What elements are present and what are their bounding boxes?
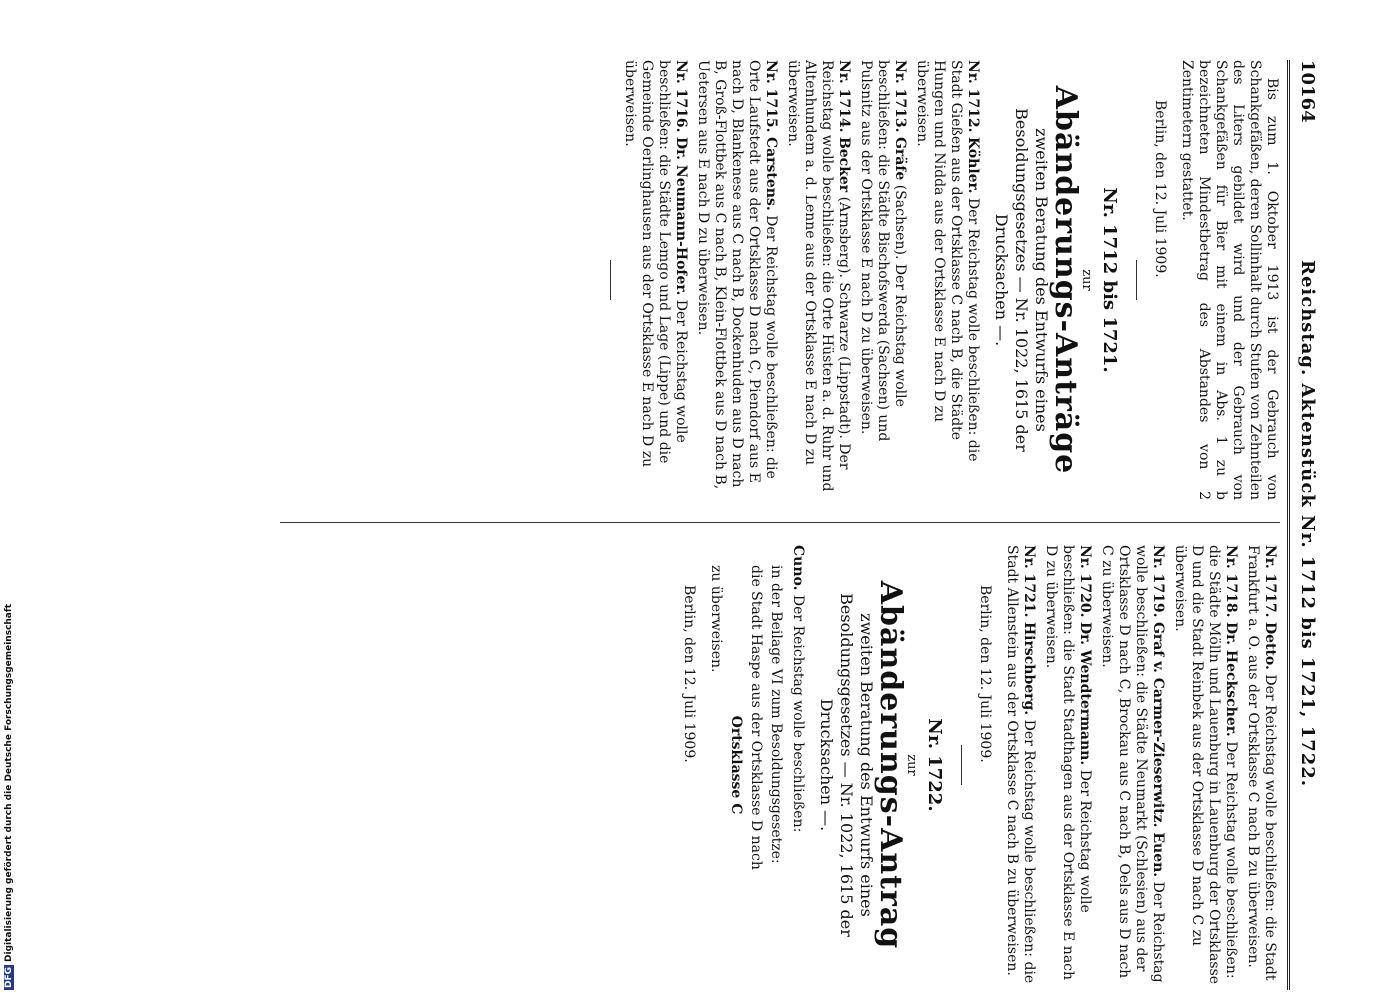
- entry-name: Köhler.: [965, 136, 981, 194]
- date-line-1: Berlin, den 12. Juli 1909.: [1152, 100, 1168, 278]
- entry-number: Nr. 1712.: [965, 60, 981, 133]
- entry-1722: [789, 545, 806, 985]
- page-header: [1290, 60, 1320, 990]
- entry-text: Der Reichstag wolle beschließen: die Orte Laufstedt aus der Ortsklasse D nach C, Piendorf aus E nach D, Blankenese aus C nach B, Dockenhuden aus D nach B, Groß-Flottbek aus C nach B, Klein-Flottbek aus D nach B, Uetersen aus E nach D zu überweisen.: [695, 60, 779, 490]
- digitization-footer: [4, 0, 18, 990]
- entry-name: Graf v. Carmer-Zieserwitz. Euen.: [1150, 621, 1166, 878]
- entry-1714: [784, 60, 852, 500]
- entry-name: Dr. Wendtermann.: [1077, 621, 1093, 766]
- section-subtitle: zweiten Beratung des Entwurfs eines Besoldungsgesetzes — Nr. 1022, 1615 der Drucksachen —.: [817, 593, 876, 937]
- entry-number: Nr. 1716.: [673, 60, 689, 133]
- entry-name: Cuno.: [790, 545, 806, 591]
- entry-text: Der Reichstag wolle beschließen: die Stadt Frankfurt a. O. aus der Ortsklasse C nach B zu überweisen.: [1245, 545, 1278, 981]
- entry-number: Nr. 1719.: [1150, 545, 1166, 618]
- intro-paragraph: Bis zum 1. Oktober 1913 ist der Gebrauch von Schankgefäßen, deren Sollinhalt durch Stufen von Zehnteilen des Liters gebildet wird und der Gebrauch von Schankgefäßen für Bier mit einem in Abs. 1 zu b bezeichneten Mindestbetrag des Abstandes von 2 Zentimetern gestattet.: [1179, 60, 1280, 500]
- entry-text: Der Reichstag wolle beschließen: die Städte Mölln und Lauenburg in Lauenburg der Ortsklasse D und die Stadt Reinbek aus der Ortsklasse D nach C zu überweisen.: [1172, 545, 1239, 985]
- entry-text: Der Reichstag wolle beschließen:: [790, 594, 806, 833]
- heading-zur: zur: [904, 754, 919, 776]
- rotated-document-page: [320, 60, 1320, 990]
- entry-text: Der Reichstag wolle beschließen: die Städte Neumarkt (Schlesien) aus der Ortsklasse D nach C, Brockau aus C nach B, Oels aus D nach C zu überweisen.: [1099, 545, 1166, 983]
- section-number-heading: Nr. 1722.: [924, 718, 945, 812]
- section-title: Abänderungs-Anträge: [1048, 85, 1083, 475]
- date-line-3: Berlin, den 12. Juli 1909.: [681, 585, 697, 763]
- entry-1716: [621, 60, 689, 500]
- section-title: Abänderungs-Antrag: [873, 580, 908, 950]
- entry-text-line: Ortsklasse C: [728, 715, 744, 815]
- entry-number: Nr. 1721.: [1021, 545, 1037, 618]
- entry-text: (Arnsberg). Schwarze (Lippstadt). Der Reichstag wolle beschließen: die Orte Hüsten a. d. Ruhr und Altenhundem a. d. Lenne aus der Ortsklasse E nach D zu überweisen.: [785, 60, 852, 492]
- section-number-heading: Nr. 1712 bis 1721.: [1099, 187, 1120, 373]
- entry-1713: [857, 60, 908, 500]
- entry-text-line: die Stadt Haspe aus der Ortsklasse D nach: [748, 565, 764, 870]
- right-column: [666, 545, 1280, 985]
- entry-text: Der Reichstag wolle beschließen: die Stadt Gießen aus der Ortsklasse C nach B, die Städte Hungen und Nidda aus der Ortsklasse E nach D zu überweisen.: [914, 60, 981, 462]
- short-divider: [961, 745, 962, 785]
- entry-name: Dr. Heckscher.: [1223, 621, 1239, 737]
- dfg-logo: DFG: [4, 966, 14, 988]
- entry-1721: [1003, 545, 1037, 985]
- date-line-2: Berlin, den 12. Juli 1909.: [977, 585, 993, 763]
- entry-name: Dr. Neumann-Hofer.: [673, 136, 689, 296]
- entry-1718: [1171, 545, 1239, 985]
- entry-number: Nr. 1718.: [1223, 545, 1239, 618]
- heading-zur: zur: [1079, 269, 1094, 291]
- entry-text: Der Reichstag wolle beschließen: die Stadt Allenstein aus der Ortsklasse C nach B zu überweisen.: [1004, 545, 1037, 984]
- entry-1712: [913, 60, 981, 500]
- entry-1720: [1042, 545, 1093, 985]
- entry-number: Nr. 1715.: [763, 60, 779, 133]
- page-number: 10164: [1297, 60, 1318, 123]
- entry-name: Detto.: [1262, 621, 1278, 670]
- entry-text-line: in der Beilage VI zum Besoldungsgesetze:: [768, 565, 784, 864]
- entry-text: (Sachsen). Der Reichstag wolle beschließen: die Städte Bischofswerda (Sachsen) und Pulsnitz aus der Ortsklasse E nach D zu überweisen.: [858, 60, 908, 442]
- section-subtitle: zweiten Beratung des Entwurfs eines Besoldungsgesetzes — Nr. 1022, 1615 der Drucksachen —.: [992, 108, 1051, 452]
- entry-name: Becker: [836, 136, 852, 193]
- page-running-title: Reichstag. Aktenstück Nr. 1712 bis 1721, 1722.: [1297, 260, 1318, 788]
- entry-name: Hirschberg.: [1021, 621, 1037, 716]
- entry-text: Der Reichstag wolle beschließen: die Städte Lemgo und Lage (Lippe) und die Gemeinde Oerlinghausen aus der Ortsklasse E nach D zu überweisen.: [622, 60, 689, 468]
- entry-name: Gräfe: [892, 136, 908, 181]
- column-separator: [280, 522, 1280, 523]
- entry-text: Der Reichstag wolle beschließen: die Stadt Stadthagen aus der Ortsklasse E nach D zu überweisen.: [1043, 545, 1093, 981]
- entry-number: Nr. 1713.: [892, 60, 908, 133]
- short-divider: [1136, 260, 1137, 300]
- entry-number: Nr. 1720.: [1077, 545, 1093, 618]
- entry-number: Nr. 1714.: [836, 60, 852, 133]
- entry-1715: [694, 60, 779, 500]
- header-rule: [1287, 60, 1290, 990]
- short-divider: [610, 260, 611, 300]
- entry-number: Nr. 1717.: [1262, 545, 1278, 618]
- footer-text: Digitalisierung gefördert durch die Deutsche Forschungsgemeinschaft: [4, 603, 14, 962]
- left-column: [600, 60, 1280, 500]
- entry-1717: [1244, 545, 1278, 985]
- entry-name: Carstens.: [763, 136, 779, 211]
- entry-1719: [1098, 545, 1166, 985]
- entry-text-line: zu überweisen.: [708, 565, 724, 673]
